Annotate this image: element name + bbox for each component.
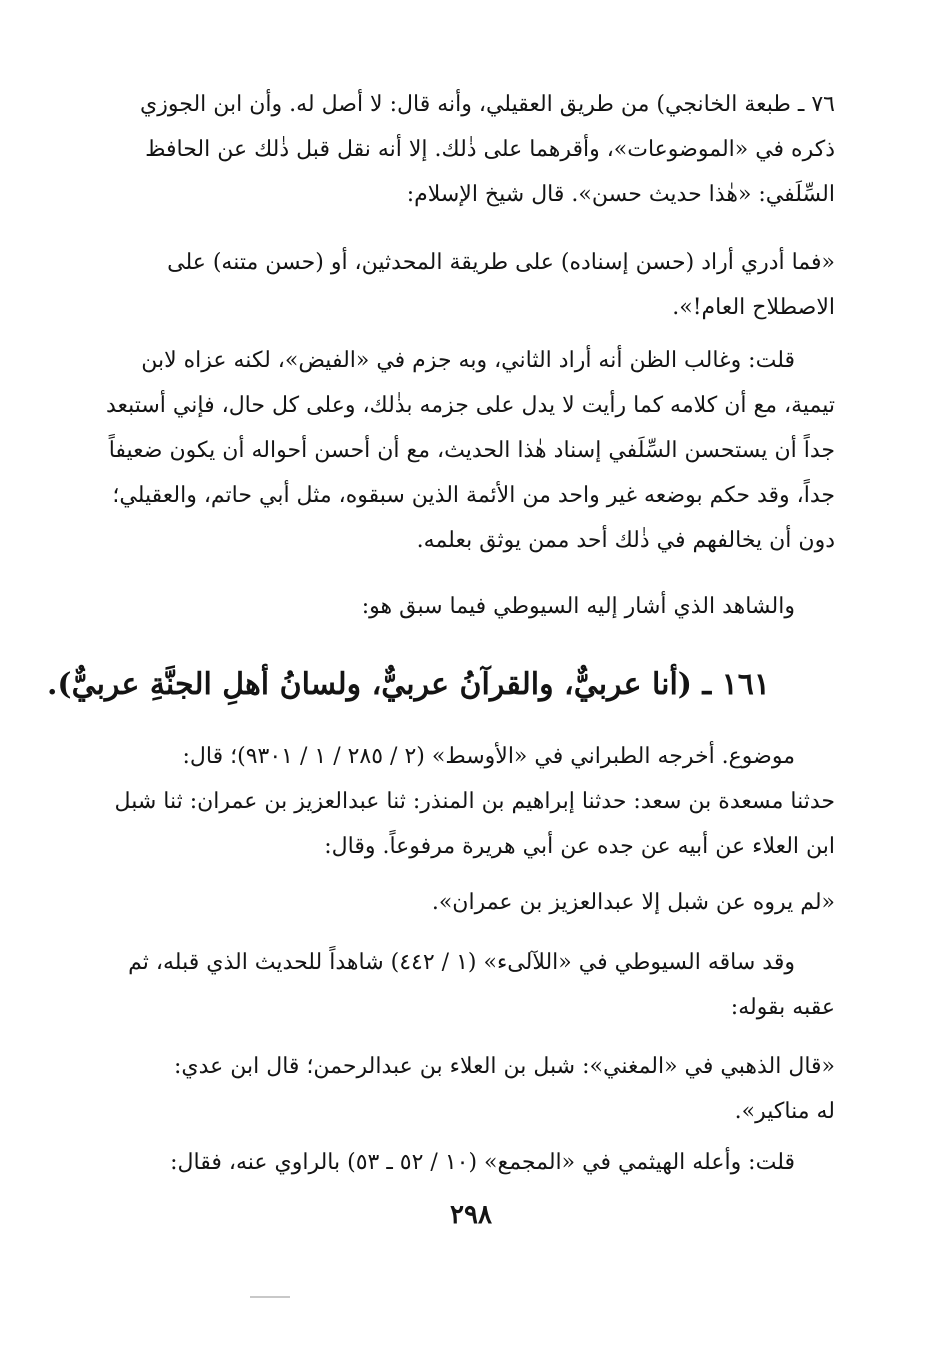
paragraph-continuation [100, 82, 835, 217]
text-line: له مناكير». [734, 1099, 835, 1124]
commentary-paragraph [100, 338, 835, 563]
text-line: موضوع. أخرجه الطبراني في «الأوسط» (٢ / ٢٨٥ / ١ / ٩٣٠١)؛ قال: [182, 744, 795, 769]
text-line: وقد ساقه السيوطي في «اللآلىء» (١ / ٤٤٢) شاهداً للحديث الذي قبله، ثم [128, 950, 795, 975]
text-line: تيمية، مع أن كلامه كما رأيت لا يدل على جزمه بذٰلك، وعلى كل حال، فإني أستبعد [105, 393, 835, 418]
text-line: جداً أن يستحسن السِّلَفي إسناد هٰذا الحديث، مع أن أحسن أحواله أن يكون ضعيفاً [108, 438, 835, 463]
text-line: ذكره في «الموضوعات»، وأقرهما على ذٰلك. إلا أنه نقل قبل ذٰلك عن الحافظ [145, 137, 835, 162]
text-line: قلت: وأعله الهيثمي في «المجمع» (١٠ / ٥٢ ـ ٥٣) بالراوي عنه، فقال: [170, 1150, 795, 1175]
commentary-paragraph [100, 1140, 835, 1185]
suyuti-paragraph [100, 940, 835, 1030]
scan-mark [250, 1296, 290, 1298]
text-line: جداً، وقد حكم بوضعه غير واحد من الأئمة الذين سبقوه، مثل أبي حاتم، والعقيلي؛ [112, 483, 835, 508]
text-line: عقبه بقوله: [730, 995, 835, 1020]
lead-in-paragraph [100, 584, 835, 629]
text-line: ٧٦ ـ طبعة الخانجي) من طريق العقيلي، وأنه قال: لا أصل له. وأن ابن الجوزي [140, 92, 835, 117]
text-line: السِّلَفي: «هٰذا حديث حسن». قال شيخ الإسلام: [406, 182, 835, 207]
text-line: حدثنا مسعدة بن سعد: حدثنا إبراهيم بن المنذر: ثنا عبدالعزيز بن عمران: ثنا شبل [114, 789, 835, 814]
quote-paragraph [100, 1044, 835, 1134]
text-line: «لم يروه عن شبل إلا عبدالعزيز بن عمران». [431, 890, 835, 915]
quote-paragraph [100, 240, 835, 330]
quote-paragraph [100, 880, 835, 925]
page-number: ٢٩٨ [450, 1200, 492, 1230]
text-line: «فما أدري أراد (حسن إسناده) على طريقة المحدثين، أو (حسن متنه) على [167, 250, 835, 275]
takhrij-paragraph [100, 734, 835, 869]
hadith-heading: ١٦١ ـ (أنا عربيٌّ، والقرآنُ عربيٌّ، ولسانُ أهلِ الجنَّةِ عربيٌّ). [46, 667, 770, 702]
text-line: «قال الذهبي في «المغني»: شبل بن العلاء بن عبدالرحمن؛ قال ابن عدي: [173, 1054, 835, 1079]
text-line: الاصطلاح العام!». [672, 295, 835, 320]
text-line: قلت: وغالب الظن أنه أراد الثاني، وبه جزم في «الفيض»، لكنه عزاه لابن [141, 348, 795, 373]
text-line: دون أن يخالفهم في ذٰلك أحد ممن يوثق بعلمه. [416, 528, 835, 553]
text-line: والشاهد الذي أشار إليه السيوطي فيما سبق هو: [361, 594, 795, 619]
text-line: ابن العلاء عن أبيه عن جده عن أبي هريرة مرفوعاً. وقال: [324, 834, 835, 859]
